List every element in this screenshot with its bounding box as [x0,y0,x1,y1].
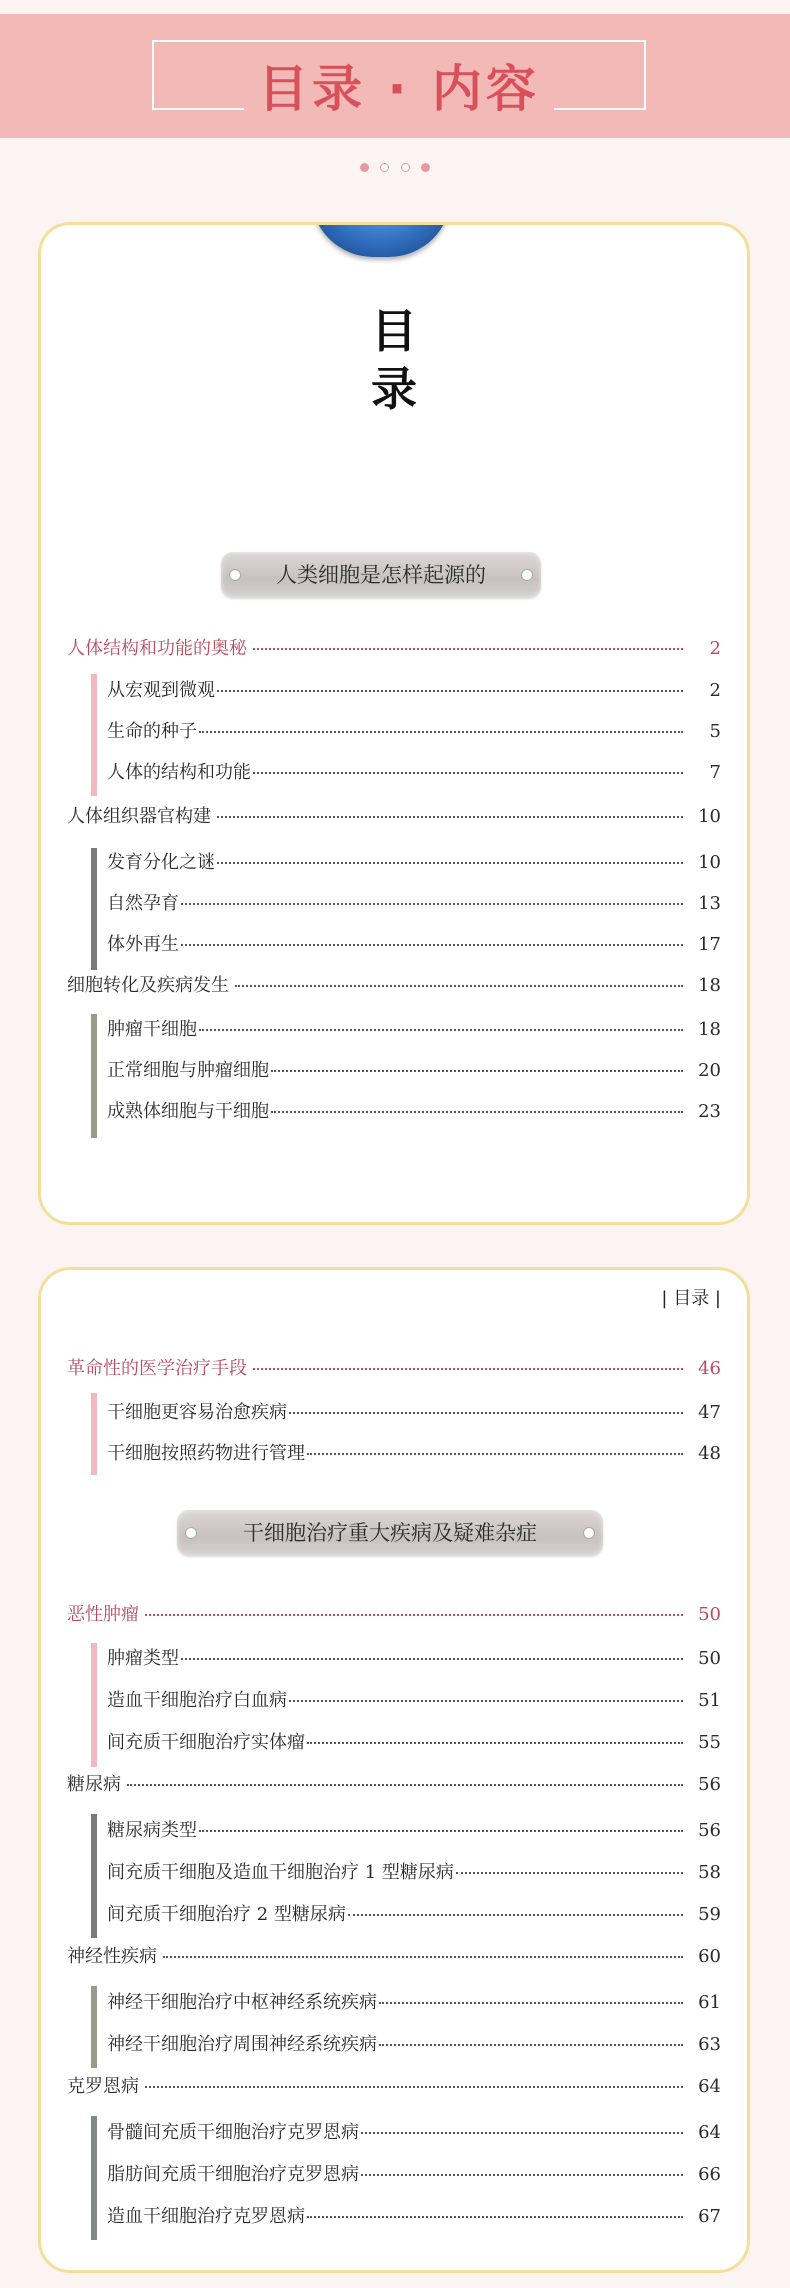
dot-leader [181,902,683,905]
toc-page-number: 46 [698,1358,721,1379]
toc-tag: | 目录 | [661,1288,721,1309]
toc-page-number: 2 [709,638,721,659]
toc-section-title: 细胞转化及疾病发生 [67,975,229,996]
toc-page-number: 2 [709,680,721,701]
toc-item[interactable] [107,1644,721,1670]
toc-page-number: 50 [698,1648,721,1669]
section-bar [91,1986,97,2068]
toc-item[interactable] [107,2118,721,2144]
dot-leader [181,1657,683,1660]
dot-leader [163,1955,683,1958]
toc-title-line1: 目 [371,304,417,358]
toc-page-number: 7 [709,762,721,783]
header-title: 目录 · 内容 [258,60,540,118]
toc-section[interactable] [67,1354,721,1380]
dot-leader [199,1829,683,1832]
toc-item-label: 生命的种子 [107,721,197,742]
toc-item-label: 肿瘤干细胞 [107,1019,197,1040]
toc-page-number: 10 [698,806,721,827]
dot-leader [217,815,683,818]
toc-item[interactable] [107,1056,721,1082]
toc-section-title: 恶性肿瘤 [67,1604,139,1625]
dot-leader [199,730,683,733]
toc-section[interactable] [67,802,721,828]
section-bar [91,848,97,970]
toc-page-number: 5 [709,721,721,742]
toc-page-number: 23 [698,1101,721,1122]
toc-item-label: 干细胞按照药物进行管理 [107,1443,305,1464]
dot-leader [361,2131,683,2134]
dot-leader [253,1367,683,1370]
section-bar [91,1643,97,1767]
toc-item-label: 成熟体细胞与干细胞 [107,1101,269,1122]
toc-item-label: 间充质干细胞治疗 2 型糖尿病 [107,1904,346,1925]
toc-item-label: 骨髓间充质干细胞治疗克罗恩病 [107,2122,359,2143]
toc-item[interactable] [107,2030,721,2056]
toc-page-number: 61 [698,1992,721,2013]
toc-page-number: 55 [698,1732,721,1753]
toc-item[interactable] [107,1728,721,1754]
dot-leader [379,2043,683,2046]
section-bar [91,1814,97,1938]
toc-section[interactable] [67,971,721,997]
dot-leader [181,943,683,946]
toc-item-label: 从宏观到微观 [107,680,215,701]
toc-section[interactable] [67,1600,721,1626]
toc-page-number: 60 [698,1946,721,1967]
toc-page-number: 66 [698,2164,721,2185]
toc-item[interactable] [107,1988,721,2014]
section-bar [91,1393,97,1475]
toc-page-number: 56 [698,1774,721,1795]
toc-card-1 [38,222,750,1225]
dot-leader [145,2085,683,2088]
dot-leader [289,1411,683,1414]
toc-page-number: 17 [698,934,721,955]
carousel-dots [0,157,790,176]
toc-item[interactable] [107,1398,721,1424]
toc-page-number: 18 [698,975,721,996]
toc-item[interactable] [107,2160,721,2186]
toc-page-number: 18 [698,1019,721,1040]
dot-leader [379,2001,683,2004]
toc-section-title: 革命性的医学治疗手段 [67,1358,247,1379]
toc-section[interactable] [67,634,721,660]
toc-title-line2: 录 [371,362,417,416]
toc-page-number: 64 [698,2076,721,2097]
toc-section-title: 人体结构和功能的奥秘 [67,638,247,659]
toc-page-number: 64 [698,2122,721,2143]
toc-section-title: 神经性疾病 [67,1946,157,1967]
dot-leader [253,647,683,650]
toc-page-number: 56 [698,1820,721,1841]
banner-hole-icon [185,1527,197,1539]
toc-section[interactable] [67,1942,721,1968]
toc-item-label: 自然孕育 [107,893,179,914]
toc-page-number: 67 [698,2206,721,2227]
toc-item-label: 糖尿病类型 [107,1820,197,1841]
toc-section[interactable] [67,2072,721,2098]
toc-item-label: 人体的结构和功能 [107,762,251,783]
dot-leader [307,2215,683,2218]
dot-leader [307,1741,683,1744]
toc-item-label: 体外再生 [107,934,179,955]
toc-item[interactable] [107,1816,721,1842]
toc-section-title: 糖尿病 [67,1774,121,1795]
banner-hole-icon [521,569,533,581]
toc-item-label: 间充质干细胞及造血干细胞治疗 1 型糖尿病 [107,1862,454,1883]
toc-page-number: 48 [698,1443,721,1464]
carousel-dot-active[interactable] [360,163,369,172]
toc-item[interactable] [107,1015,721,1041]
toc-item-label: 神经干细胞治疗周围神经系统疾病 [107,2034,377,2055]
toc-page-number: 20 [698,1060,721,1081]
toc-section[interactable] [67,1770,721,1796]
toc-item[interactable] [107,848,721,874]
toc-item[interactable] [107,1858,721,1884]
toc-item[interactable] [107,889,721,915]
dot-leader [289,1699,683,1702]
dot-leader [253,771,683,774]
dot-leader [199,1028,683,1031]
toc-page-number: 10 [698,852,721,873]
dot-leader [271,1069,683,1072]
toc-item[interactable] [107,676,721,702]
section-bar [91,2116,97,2240]
carousel-dot[interactable] [380,163,389,172]
dot-leader [456,1871,683,1874]
dot-leader [361,2173,683,2176]
toc-item[interactable] [107,717,721,743]
part-banner [177,1510,603,1556]
toc-item[interactable] [107,1686,721,1712]
dot-leader [271,1110,683,1113]
dot-leader [307,1452,683,1455]
toc-card-2 [38,1267,750,2273]
toc-page-number: 63 [698,2034,721,2055]
toc-item-label: 造血干细胞治疗白血病 [107,1690,287,1711]
toc-page-number: 13 [698,893,721,914]
part-banner [221,552,541,598]
toc-item-label: 神经干细胞治疗中枢神经系统疾病 [107,1992,377,2013]
toc-page-number: 58 [698,1862,721,1883]
toc-item-label: 肿瘤类型 [107,1648,179,1669]
toc-item-label: 干细胞更容易治愈疾病 [107,1402,287,1423]
toc-item-label: 造血干细胞治疗克罗恩病 [107,2206,305,2227]
toc-page-number: 47 [698,1402,721,1423]
part-banner-label: 干细胞治疗重大疾病及疑难杂症 [243,1521,537,1545]
toc-page-number: 51 [698,1690,721,1711]
toc-item-label: 脂肪间充质干细胞治疗克罗恩病 [107,2164,359,2185]
part-banner-label: 人类细胞是怎样起源的 [276,563,486,587]
section-bar [91,674,97,796]
toc-item[interactable] [107,1900,721,1926]
toc-item[interactable] [107,1439,721,1465]
toc-item-label: 间充质干细胞治疗实体瘤 [107,1732,305,1753]
toc-page-number: 50 [698,1604,721,1625]
dot-leader [127,1783,683,1786]
toc-item-label: 正常细胞与肿瘤细胞 [107,1060,269,1081]
dot-leader [348,1913,683,1916]
dot-leader [235,984,683,987]
dot-leader [217,861,683,864]
toc-section-title: 克罗恩病 [67,2076,139,2097]
toc-item[interactable] [107,2202,721,2228]
dot-leader [145,1613,683,1616]
banner-hole-icon [583,1527,595,1539]
toc-page-number: 59 [698,1904,721,1925]
toc-item-label: 发育分化之谜 [107,852,215,873]
toc-item[interactable] [107,758,721,784]
section-bar [91,1014,97,1138]
banner-hole-icon [229,569,241,581]
toc-item[interactable] [107,930,721,956]
carousel-dot[interactable] [401,163,410,172]
globe-decoration-icon [311,222,451,257]
carousel-dot[interactable] [421,163,430,172]
dot-leader [217,689,683,692]
toc-section-title: 人体组织器官构建 [67,806,211,827]
toc-item[interactable] [107,1097,721,1123]
